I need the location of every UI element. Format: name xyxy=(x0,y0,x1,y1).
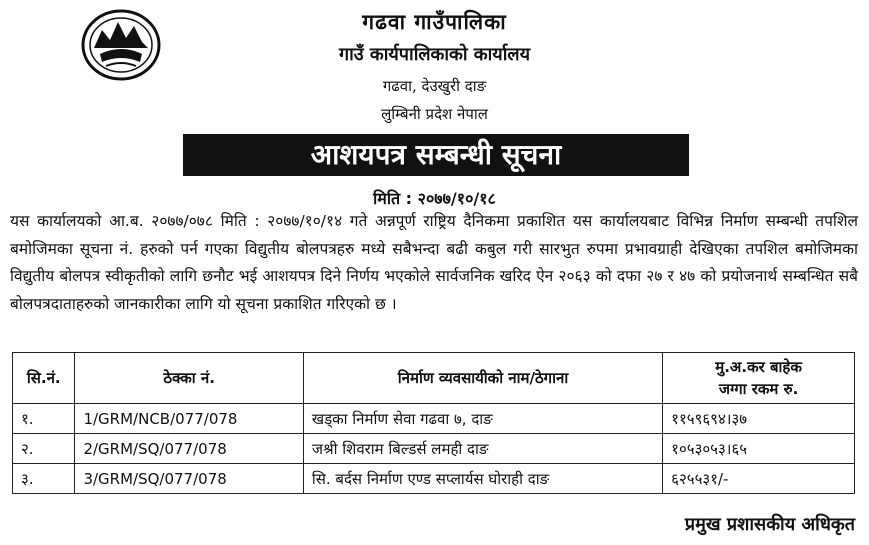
header-contract: ठेक्का नं. xyxy=(75,353,303,404)
table-row xyxy=(13,404,855,434)
header-amount-line2: जग्गा रकम रु. xyxy=(718,380,799,398)
row-amount: ६२५५३१/- xyxy=(663,464,855,494)
row-sn: २. xyxy=(13,434,75,464)
row-sn: १. xyxy=(13,404,75,434)
header-amount-line1: मु.अ.कर बाहेक xyxy=(715,358,802,376)
table-row xyxy=(13,464,855,494)
row-sn: ३. xyxy=(13,464,75,494)
office-name: गाउँ कार्यपालिकाको कार्यालय xyxy=(338,44,531,65)
header-amount xyxy=(663,353,855,404)
row-amount: १०५३०५३।६५ xyxy=(663,434,855,464)
row-contract: 3/GRM/SQ/077/078 xyxy=(75,464,303,494)
row-contract: 1/GRM/NCB/077/078 xyxy=(75,404,303,434)
contract-table xyxy=(12,352,855,494)
table-row xyxy=(13,434,855,464)
municipality-name: गढवा गाउँपालिका xyxy=(362,10,507,34)
notice-date: मिति : २०७७/१०/१८ xyxy=(373,189,496,208)
row-amount: ११५९६९४।३७ xyxy=(663,404,855,434)
table-header-row xyxy=(13,353,855,404)
province-name: लुम्बिनी प्रदेश नेपाल xyxy=(381,105,488,123)
notice-title: आशयपत्र सम्बन्धी सूचना xyxy=(183,134,689,176)
notice-body: यस कार्यालयको आ.ब. २०७७/०७८ मिति : २०७७/१०/१४ गते अन्नपूर्ण राष्ट्रिय दैनिकमा प्रकाशित यस कार्यालयबाट विभिन्न निर्माण सम्बन्धी तपशिल बमोजिमका सूचना नं. हरुको पर्न गएका विद्युतीय बोलपत्रहरु मध्ये सबैभन्दा बढी कबुल गरी सारभुत रुपमा प्रभावग्राही देखिएका तपशिल बमोजिमका विद्युतीय बोलपत्र स्वीकृतीको लागि छनौट भई आशयपत्र दिने निर्णय भएकोले सार्वजनिक खरिद ऐन २०६३ को दफा २७ र ४७ को प्रयोजनार्थ सम्बन्धित सबै बोलपत्रदाताहरुको जानकारीका लागि यो सूचना प्रकाशित गरिएको छ । xyxy=(10,212,858,313)
header-sn: सि.नं. xyxy=(13,353,75,404)
row-name: सि. बर्दस निर्माण एण्ड सप्लार्यस घोराही दाङ xyxy=(303,464,662,494)
row-name: जश्री शिवराम बिल्डर्स लमही दाङ xyxy=(303,434,662,464)
signatory-title: प्रमुख प्रशासकीय अधिकृत xyxy=(684,514,855,535)
row-contract: 2/GRM/SQ/077/078 xyxy=(75,434,303,464)
header-name: निर्माण व्यवसायीको नाम/ठेगाना xyxy=(303,353,662,404)
office-address: गढवा, देउखुरी दाङ xyxy=(382,77,487,95)
row-name: खड्का निर्माण सेवा गढवा ७, दाङ xyxy=(303,404,662,434)
